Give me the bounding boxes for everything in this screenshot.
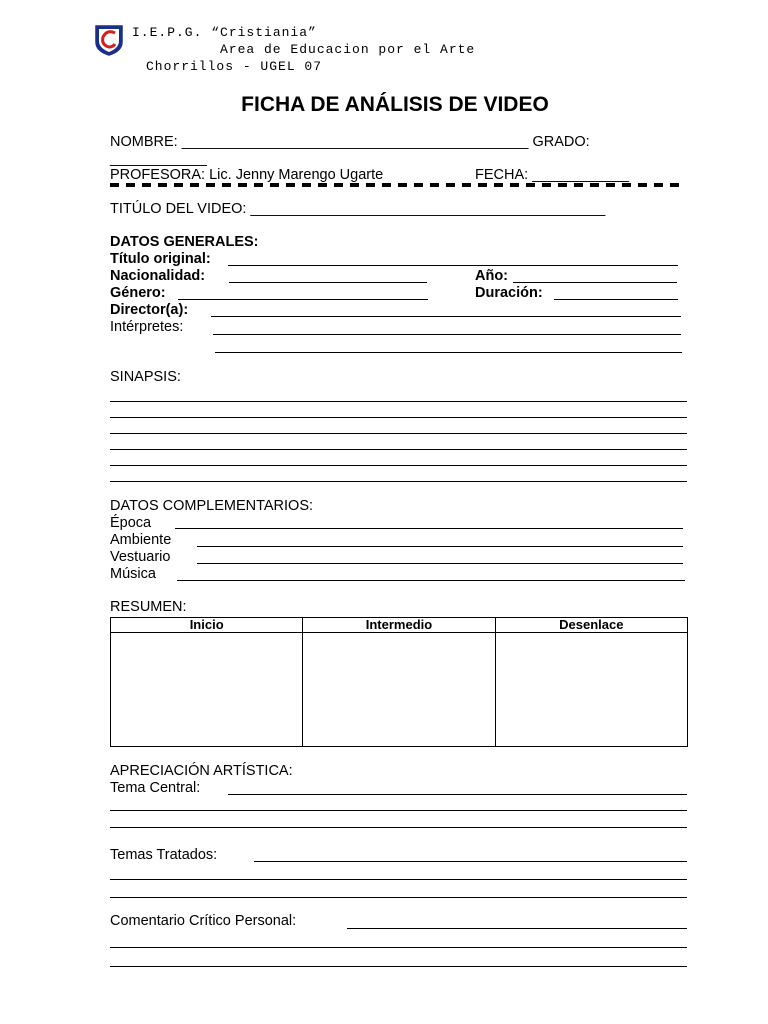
titulo-original-label: Título original: [110,251,211,267]
resumen-column-header: Inicio [111,618,303,633]
resumen-table [110,617,688,747]
interpretes-label: Intérpretes: [110,319,184,335]
nacionalidad-label: Nacionalidad: [110,268,206,284]
datos-generales-heading: DATOS GENERALES: [110,234,259,250]
ambiente-label: Ambiente [110,532,172,548]
ambiente-line [197,546,683,547]
resumen-column-header: Desenlace [495,618,687,633]
musica-label: Música [110,566,156,582]
comentario-line [110,966,687,967]
school-name: I.E.P.G. “Cristiania” [132,25,317,40]
director-line [211,316,681,317]
resumen-heading: RESUMEN: [110,599,187,615]
apreciacion-heading: APRECIACIÓN ARTÍSTICA: [110,763,293,779]
sinapsis-line [110,481,687,482]
school-logo [94,24,124,56]
grado-blank: ____________ [110,151,207,167]
director-label: Director(a): [110,302,189,318]
titulo-original-line [228,265,678,266]
sinapsis-line [110,401,687,402]
interpretes-line [215,352,682,353]
datos-complementarios-heading: DATOS COMPLEMENTARIOS: [110,498,314,514]
school-department: Area de Educacion por el Arte [220,42,476,57]
duracion-line [554,299,678,300]
temas-tratados-line [110,897,687,898]
epoca-line [175,528,683,529]
sinapsis-line [110,449,687,450]
dashed-divider [110,183,685,187]
duracion-label: Duración: [475,285,543,301]
tema-central-line [110,827,687,828]
genero-line [178,299,428,300]
genero-label: Género: [110,285,166,301]
temas-tratados-line [110,879,687,880]
resumen-cell-intermedio [303,633,495,747]
tema-central-line [110,810,687,811]
vestuario-label: Vestuario [110,549,171,565]
epoca-label: Época [110,515,152,531]
nacionalidad-line [229,282,427,283]
interpretes-line [213,334,681,335]
sinapsis-line [110,433,687,434]
tema-central-line [228,794,687,795]
fecha-row: FECHA: ____________ [475,167,629,183]
sinapsis-line [110,417,687,418]
temas-tratados-line [254,861,687,862]
comentario-line [110,947,687,948]
profesora-row: PROFESORA: Lic. Jenny Marengo Ugarte [110,167,384,183]
sinapsis-line [110,465,687,466]
musica-line [177,580,685,581]
sinapsis-label: SINAPSIS: [110,369,181,385]
school-location: Chorrillos - UGEL 07 [146,59,323,74]
anio-line [513,282,677,283]
resumen-cell-inicio [111,633,303,747]
resumen-cell-desenlace [495,633,687,747]
nombre-grado-row: NOMBRE: ___________________________________________ GRADO: [110,134,590,150]
vestuario-line [197,563,683,564]
titulo-video-row: TITÚLO DEL VIDEO: ____________________________________________ [110,201,606,217]
comentario-label: Comentario Crítico Personal: [110,913,297,929]
resumen-column-header: Intermedio [303,618,495,633]
comentario-line [347,928,687,929]
temas-tratados-label: Temas Tratados: [110,847,218,863]
tema-central-label: Tema Central: [110,780,201,796]
anio-label: Año: [475,268,509,284]
page-title: FICHA DE ANÁLISIS DE VIDEO [241,93,549,116]
